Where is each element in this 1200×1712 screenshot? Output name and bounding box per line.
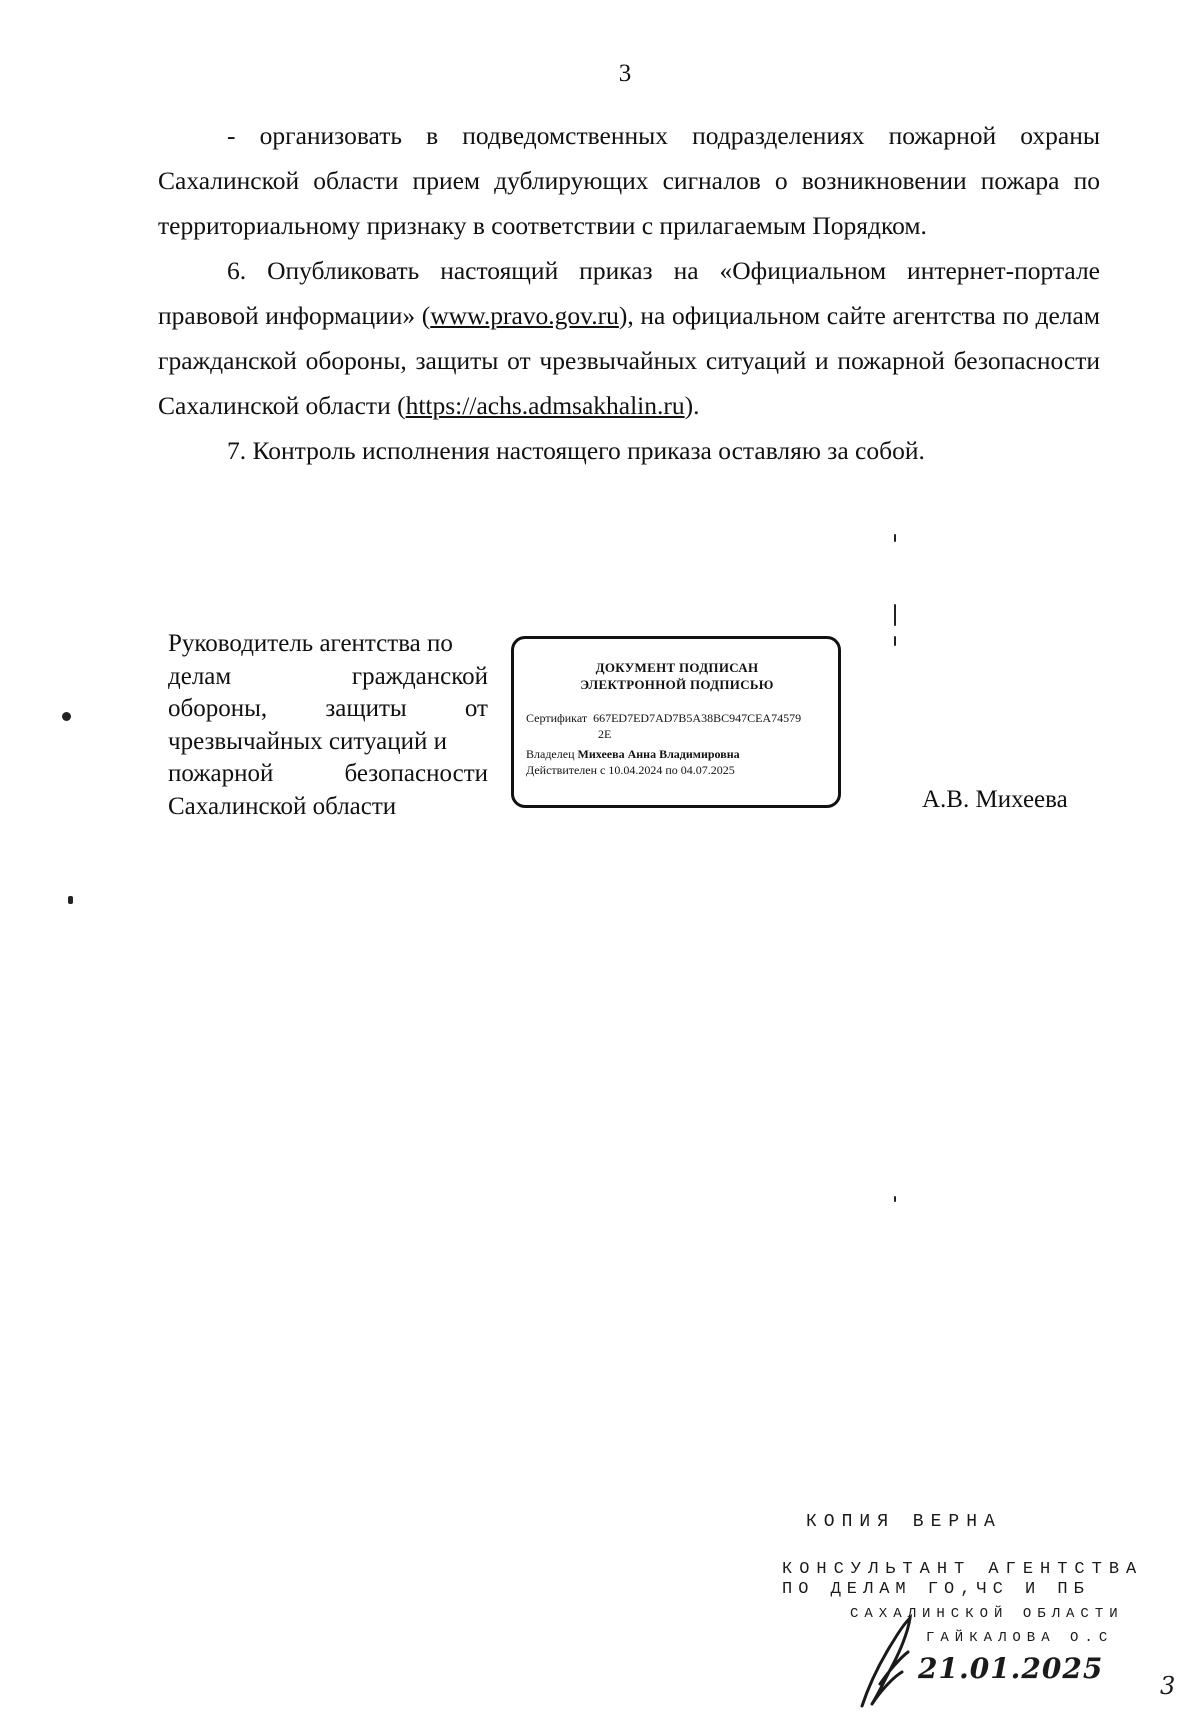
- signer-title-word: гражданской: [351, 662, 488, 690]
- document-body: [158, 113, 1100, 473]
- paragraph-item-6-publish: [158, 248, 1100, 428]
- stamp-line: КОНСУЛЬТАНТ АГЕНТСТВА: [782, 1560, 1144, 1579]
- page-number: 3: [618, 60, 632, 87]
- achs-admsakhalin-link[interactable]: https://achs.admsakhalin.ru: [405, 391, 685, 420]
- signer-title-line: [168, 628, 488, 661]
- signer-title-line: [168, 758, 488, 791]
- signer-title-line: [168, 693, 488, 726]
- esignature-title-line: ДОКУМЕНТ ПОДПИСАН: [595, 660, 759, 675]
- corner-page-mark: 3: [1160, 1672, 1176, 1700]
- certificate-value: 667ED7ED7AD7B5A38BC947CEA74579: [593, 711, 802, 725]
- scan-artifact: [68, 896, 73, 904]
- stamp-line: САХАЛИНСКОЙ ОБЛАСТИ: [850, 1606, 1124, 1622]
- signer-title-word: защиты: [325, 695, 407, 722]
- signer-title-line: [168, 791, 488, 824]
- certificate-label: Сертификат: [526, 711, 588, 725]
- owner-label: Владелец: [526, 747, 575, 761]
- esignature-owner: [526, 746, 828, 762]
- signer-name: А.В. Михеева: [922, 786, 1068, 813]
- signer-title-word: обороны,: [168, 695, 268, 722]
- paragraph-6-text-middle: ), на официальном сайте агентства по делам гражданской обороны, защиты от чрезвычайных ситуаций и пожарной безопасности Сахалинской области (: [158, 301, 1100, 420]
- signer-title-word: пожарной: [168, 760, 274, 787]
- stamp-line: ПО ДЕЛАМ ГО,ЧС И ПБ: [782, 1580, 1090, 1599]
- owner-name: Михеева Анна Владимировна: [577, 747, 740, 761]
- signer-title-word: Сахалинской области: [168, 792, 397, 820]
- copy-certified-stamp: КОПИЯ ВЕРНА: [806, 1512, 1002, 1532]
- scan-artifact: [894, 636, 896, 646]
- esignature-certificate: [526, 710, 828, 742]
- esignature-title-line: ЭЛЕКТРОННОЙ ПОДПИСЬЮ: [580, 677, 774, 692]
- paragraph-6-text-start: 6. Опубликовать настоящий приказ на «Официальном интернет-портале правовой информации» (: [158, 256, 1100, 330]
- pravo-gov-link[interactable]: www.pravo.gov.ru: [430, 301, 619, 330]
- certificate-value-tail: 2E: [598, 727, 612, 741]
- scan-artifact: [894, 604, 896, 626]
- esignature-validity: Действителен с 10.04.2024 по 04.07.2025: [526, 763, 735, 777]
- signer-position-title: [168, 628, 488, 823]
- scan-artifact: [894, 534, 896, 542]
- electronic-signature-box: [511, 636, 841, 808]
- signer-title-word: от: [464, 695, 488, 722]
- signer-title-line: [168, 726, 488, 759]
- paragraph-6-text-end: ).: [684, 391, 700, 420]
- scan-artifact: [894, 1196, 896, 1202]
- stamp-line: ГАЙКАЛОВА О.С: [926, 1630, 1114, 1646]
- handwritten-date: 21.01.2025: [918, 1652, 1104, 1685]
- signer-title-line: [168, 661, 488, 694]
- paragraph-item-dispatch: - организовать в подведомственных подразделениях пожарной охраны Сахалинской области прием дублирующих сигналов о возникновении пожара по территориальному признаку в соответствии с прилагаемым Порядком.: [158, 121, 1100, 240]
- esignature-title: [526, 659, 828, 693]
- signer-title-word: Руководитель агентства по: [168, 630, 453, 657]
- scan-artifact: [62, 712, 71, 721]
- signer-title-word: безопасности: [344, 760, 488, 787]
- signer-title-word: делам: [168, 662, 232, 690]
- paragraph-item-7-control: 7. Контроль исполнения настоящего приказа оставляю за собой.: [227, 436, 925, 465]
- signer-title-word: чрезвычайных ситуаций и: [168, 727, 448, 755]
